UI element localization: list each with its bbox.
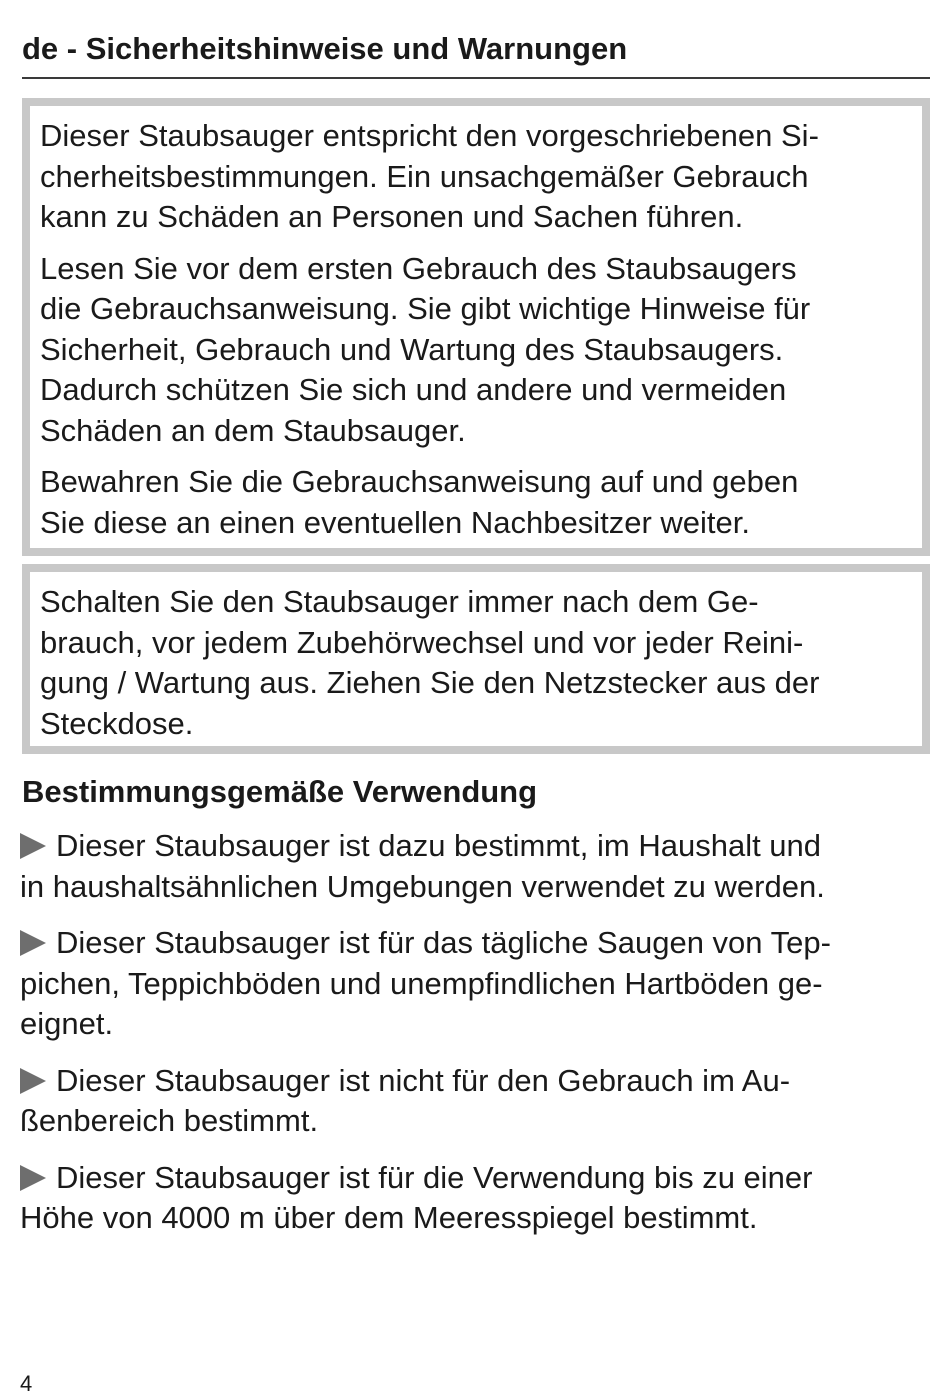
text-line: pichen, Teppichböden und unempfindlichen Hartböden ge- [20,965,823,1001]
text-line: Dadurch schützen Sie sich und andere und vermeiden [40,372,787,407]
text-line: kann zu Schäden an Personen und Sachen führen. [40,199,744,234]
page-title: de - Sicherheitshinweise und Warnungen [22,31,628,66]
text-line: Höhe von 4000 m über dem Meeresspiegel bestimmt. [20,1200,758,1235]
text-line: Lesen Sie vor dem ersten Gebrauch des Staubsaugers [40,250,797,286]
list-item [20,923,930,1045]
list-item [20,1158,930,1239]
text-line: brauch, vor jedem Zubehörwechsel und vor jeder Reini- [40,624,804,660]
text-line: cherheitsbestimmungen. Ein unsachgemäßer Gebrauch [40,158,809,194]
safety-paragraph [40,249,912,452]
page-number: 4 [20,1371,33,1396]
triangle-bullet-icon [20,1165,46,1191]
text-line-content: Dieser Staubsauger ist für das tägliche Saugen von Tep- [56,925,831,960]
triangle-bullet-icon [20,930,46,956]
text-line [20,826,930,867]
text-line: eignet. [20,1006,114,1041]
text-line: die Gebrauchsanweisung. Sie gibt wichtige Hinweise für [40,291,811,326]
text-line: in haushaltsähnlichen Umgebungen verwendet zu werden. [20,868,825,904]
text-line: gung / Wartung aus. Ziehen Sie den Netzstecker aus der [40,665,820,700]
safety-paragraph [40,116,912,238]
text-line-content: Dieser Staubsauger ist nicht für den Gebrauch im Au- [56,1062,791,1098]
text-line: Steckdose. [40,705,194,741]
text-line-content: Dieser Staubsauger ist für die Verwendung bis zu einer [56,1159,813,1195]
text-line: Schäden an dem Staubsauger. [40,412,466,448]
text-line-content: Dieser Staubsauger ist dazu bestimmt, im Haushalt und [56,828,822,863]
text-line [20,1158,930,1199]
header-divider [22,77,930,79]
list-item [20,826,930,907]
switch-off-notice-box [22,564,930,754]
text-line [20,1061,930,1102]
text-line: Bewahren Sie die Gebrauchsanweisung auf und geben [40,464,799,499]
list-item [20,1061,930,1142]
text-line [20,923,930,964]
safety-notice-box [22,98,930,556]
text-line: Sicherheit, Gebrauch und Wartung des Staubsaugers. [40,331,784,367]
switch-off-paragraph [40,582,912,744]
triangle-bullet-icon [20,1068,46,1094]
section-heading: Bestimmungsgemäße Verwendung [22,774,538,809]
intended-use-list [20,826,930,1255]
text-line: ßenbereich bestimmt. [20,1103,319,1138]
safety-paragraph [40,462,912,543]
triangle-bullet-icon [20,833,46,859]
text-line: Dieser Staubsauger entspricht den vorgeschriebenen Si- [40,118,819,153]
text-line: Sie diese an einen eventuellen Nachbesitzer weiter. [40,504,751,540]
text-line: Schalten Sie den Staubsauger immer nach dem Ge- [40,584,759,619]
